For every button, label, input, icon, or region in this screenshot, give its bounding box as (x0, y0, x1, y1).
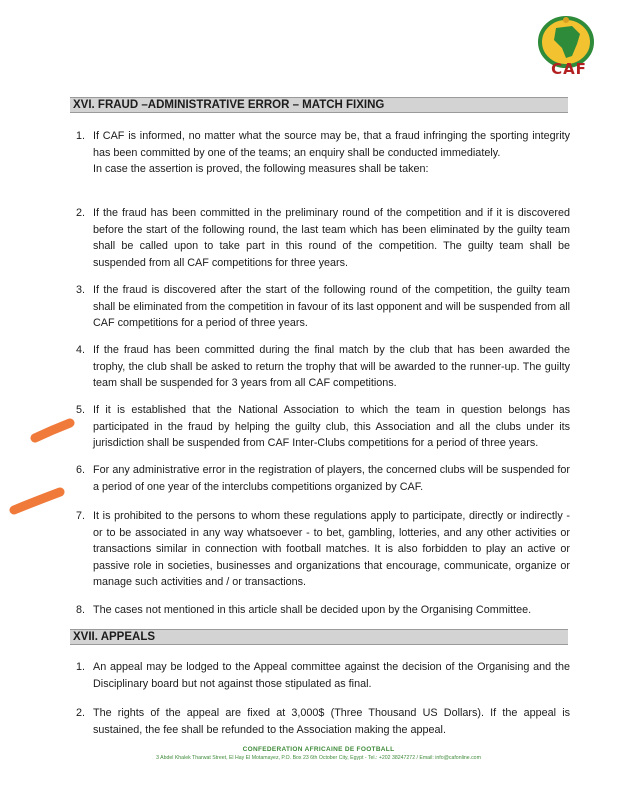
footer-org: CONFEDERATION AFRICAINE DE FOOTBALL (242, 746, 395, 753)
item-text: The rights of the appeal are fixed at 3,000$ (Three Thousand US Dollars). If the appeal is sustained, the fee shall be refunded to the Association making the appeal. (93, 707, 570, 736)
list-item (70, 705, 570, 738)
list-item (70, 342, 570, 392)
highlight-mark (30, 418, 76, 444)
page-footer (0, 746, 637, 761)
item-number: 7. (76, 510, 86, 522)
item-text: If CAF is informed, no matter what the source may be, that a fraud infringing the sporting integrity has been committed by one of the teams; an enquiry shall be conducted immediately. (93, 130, 570, 159)
list-item (70, 602, 570, 619)
item-text: For any administrative error in the registration of players, the concerned clubs will be suspended for a period of one year of the interclubs competitions organized by CAF. (93, 464, 570, 493)
item-number: 2. (76, 207, 86, 219)
section-header-fraud: XVI. FRAUD –ADMINISTRATIVE ERROR – MATCH FIXING (70, 97, 568, 113)
logo-text: CAF (551, 60, 587, 78)
list-item (70, 508, 570, 591)
item-number: 1. (76, 130, 86, 142)
highlight-mark (8, 486, 68, 516)
item-text: If it is established that the National Association to which the team in question belongs has participated in the fraud by helping the guilty club, this Association and all the clubs under its jurisdiction shall be suspended from CAF Inter-Clubs competitions for a period of three years. (93, 404, 570, 449)
item-number: 4. (76, 344, 86, 356)
list-item (70, 402, 570, 452)
item-text: An appeal may be lodged to the Appeal committee against the decision of the Organising and the Disciplinary board but not against those stipulated as final. (93, 661, 570, 690)
item-number: 8. (76, 604, 86, 616)
item-number: 2. (76, 707, 86, 719)
item-text: If the fraud has been committed in the preliminary round of the competition and if it is discovered before the start of the following round, the last team which has been eliminated by the guilty team shall be called upon to take part in this round of the competition. The guilty team shall be suspended from all CAF competitions for three years. (93, 207, 570, 269)
item-number: 1. (76, 661, 86, 673)
item-text: The cases not mentioned in this article shall be decided upon by the Organising Committee. (93, 604, 532, 616)
footer-address: 3 Abdel Khalek Tharwat Street, El Hay El Motamayez, P.O. Box 23 6th October City, Egypt - Tel.: +202 38247272 / Email: info@cafonline.com (156, 755, 481, 761)
item-text: In case the assertion is proved, the following measures shall be taken: (93, 163, 429, 175)
list-item (70, 659, 570, 692)
item-text: It is prohibited to the persons to whom these regulations apply to participate, directly or indirectly - or to be associated in any way whatsoever - to bet, gambling, lotteries, and any other activities or transactions similar in connection with football matches. It is also forbidden to play an active or passive role in societies, businesses and organizations that encourage, communicate, organize or manage such activities and / or transactions. (93, 510, 570, 588)
list-item (70, 282, 570, 332)
item-text: If the fraud is discovered after the start of the following round of the competition, the guilty team shall be eliminated from the competition in favour of its last opponent and will be suspended from all CAF competitions for a period of three years. (93, 284, 570, 329)
list-item (70, 205, 570, 271)
item-number: 5. (76, 404, 86, 416)
section-header-appeals: XVII. APPEALS (70, 629, 568, 645)
item-text: If the fraud has been committed during the final match by the club that has been awarded the trophy, the club shall be asked to return the trophy that will be awarded to the runner-up. The guilty team shall be suspended for 3 years from all CAF competitions. (93, 344, 570, 389)
item-number: 3. (76, 284, 86, 296)
list-item (70, 128, 570, 178)
item-number: 6. (76, 464, 86, 476)
list-item (70, 462, 570, 495)
